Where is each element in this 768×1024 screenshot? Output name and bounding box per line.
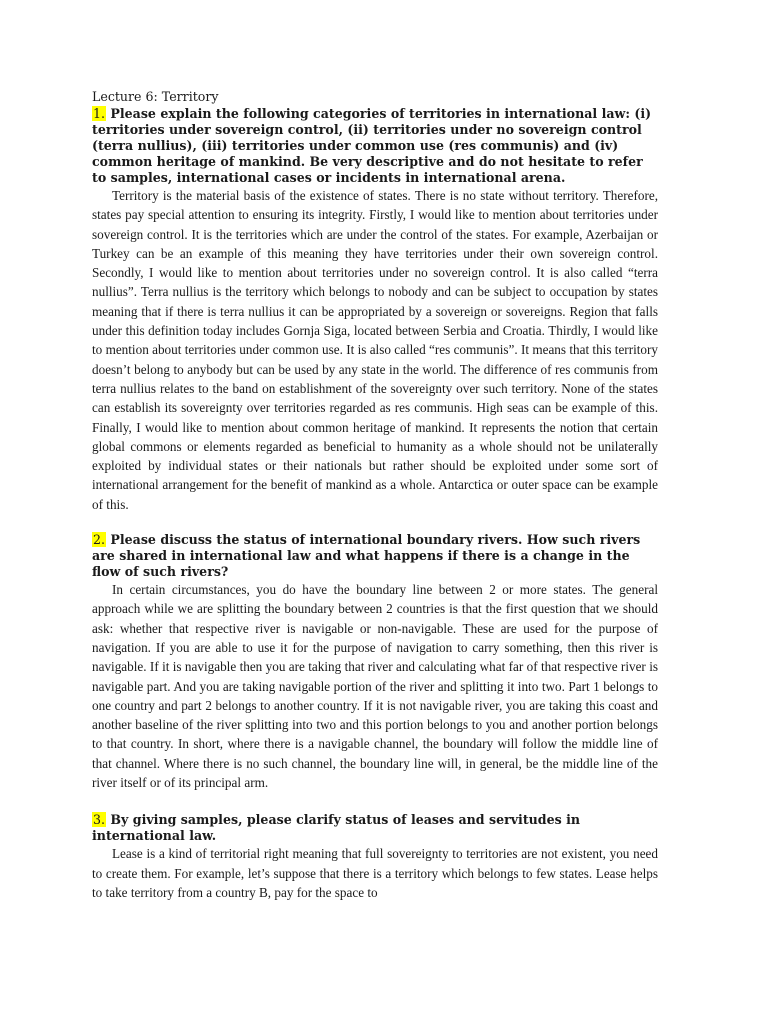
question-number-2: 2. [93, 532, 106, 548]
answer-2: In certain circumstances, you do have the boundary line between 2 or more states. The general approach while we are splitting the boundary between 2 countries is that the first question that we should ask: whether that respective river is navigable or non-navigable. These are used for the purpose of navigation. If you are able to use it for the purpose of navigation to carry something, then this river is navigable. If it is navigable then you are taking that river and calculating what far of that respective river is navigable part. And you are taking navigable portion of the river and splitting it into two. Part 1 belongs to one country and part 2 belongs to another country. If it is not navigable river, you are taking this coast and another baseline of the river splitting into two and this portion belongs to you and another portion belongs to that country. In short, where there is a navigable channel, the boundary will follow the middle line of that channel. Where there is no such channel, the boundary line will, in general, be the middle line of the river itself or of its principal arm. [92, 582, 658, 791]
spacer [92, 514, 658, 532]
question-text-2: Please discuss the status of international boundary rivers. How such rivers are shared in international law and what happens if there is a change in the flow of such rivers? [92, 532, 641, 580]
question-1 [92, 106, 658, 186]
question-number-1: 1. [93, 106, 106, 121]
question-3 [92, 812, 658, 844]
question-2 [92, 532, 658, 580]
spacer [92, 792, 658, 812]
question-text-3: By giving samples, please clarify status of leases and servitudes in international law. [92, 812, 581, 844]
answer-1: Territory is the material basis of the existence of states. There is no state without territory. Therefore, states pay special attention to ensuring its integrity. Firstly, I would like to mention about territories under sovereign control. It is the territories which are under the control of the states. For example, Azerbaijan or Turkey can be an example of this meaning they have territories under their own sovereign control. Secondly, I would like to mention about territories under no sovereign control. It is also called “terra nullius”. Terra nullius is the territory which belongs to nobody and can be subject to occupation by states meaning that if there is terra nullius it can be appropriated by a sovereign or sovereigns. Region that falls under this definition today includes Gornja Siga, located between Serbia and Croatia. Thirdly, I would like to mention about territories under common use. It is also called “res communis”. It means that this territory doesn’t belong to anybody but can be used by any state in the world. The difference of res communis from terra nullius relates to the band on establishment of the sovereignty over such territory. None of the states can establish its sovereignty over territories regarded as res communis. High seas can be example of this. Finally, I would like to mention about common heritage of mankind. It represents the notion that certain global commons or elements regarded as beneficial to humanity as a whole should not be unilaterally exploited by individual states or their nationals but rather should be exploited under some sort of international arrangement for the benefit of mankind as a whole. Antarctica or outer space can be example of this. [92, 188, 658, 512]
lecture-title: Lecture 6: Territory [92, 89, 219, 104]
question-number-3: 3. [93, 812, 106, 828]
question-text-1: Please explain the following categories of territories in international law: (i) territories under sovereign control, (ii) territories under no sovereign control (terra nullius), (iii) territories under common use (res communis) and (iv) common heritage of mankind. Be very descriptive and do not hesitate to refer to samples, international cases or incidents in international arena. [92, 106, 652, 185]
answer-3: Lease is a kind of territorial right meaning that full sovereignty to territories are not existent, you need to create them. For example, let’s suppose that there is a territory which belongs to few states. Lease helps to take territory from a country B, pay for the space to [92, 846, 658, 900]
